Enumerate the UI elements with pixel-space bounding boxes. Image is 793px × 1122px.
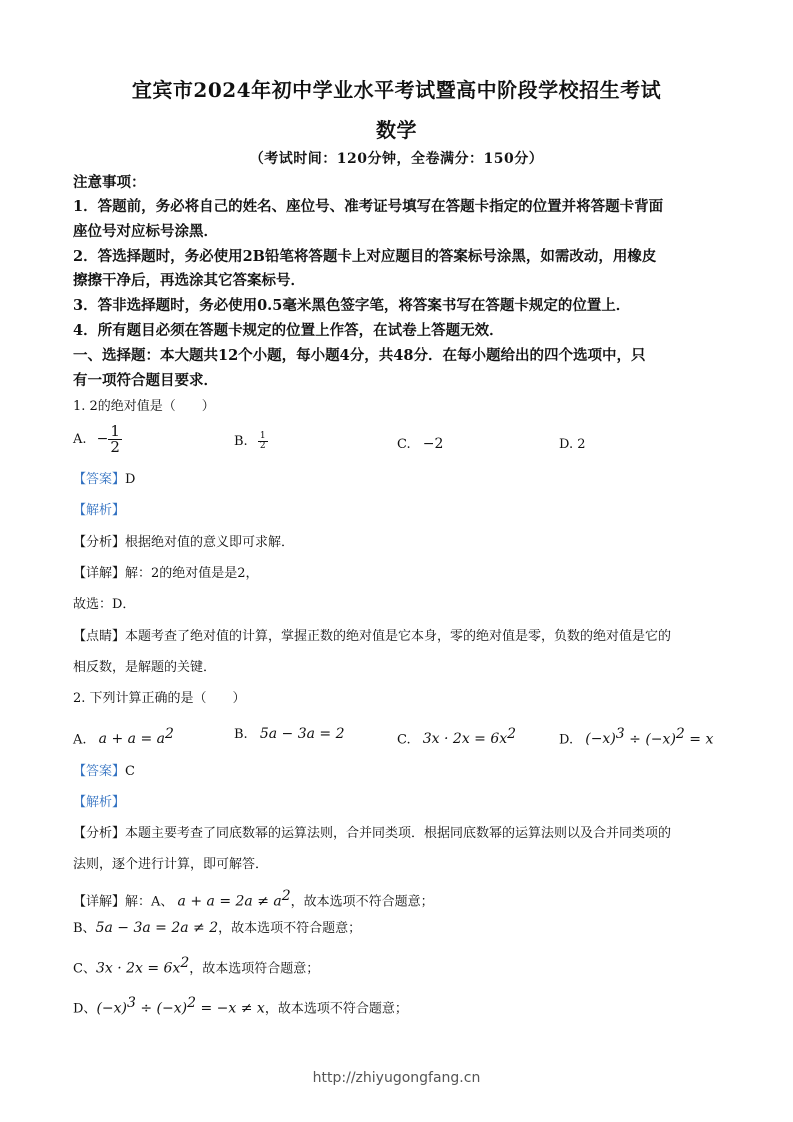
q2-option-b-expr: 5a − 3a = 2 <box>259 726 345 742</box>
q1-answer-value: D <box>125 472 136 487</box>
q2-option-d-exp3: 3 <box>615 726 625 742</box>
q1-stem: 1. 2的绝对值是（ ） <box>73 399 215 414</box>
q1-option-a <box>73 424 122 455</box>
notice-heading: 注意事项： <box>73 174 146 191</box>
q2-line-c-suffix: ，故本选项符合题意； <box>189 961 320 977</box>
q2-line-b-expr: 5a − 3a = 2a ≠ 2 <box>95 920 219 936</box>
notice-item-1b: 座位号对应标号涂黑． <box>73 223 218 240</box>
q2-line-a-exp: 2 <box>281 888 291 904</box>
q1-answer <box>73 470 723 490</box>
q1-option-a-label: A. <box>73 432 87 447</box>
q1-analysis-tag-text: 【解析】 <box>73 503 126 518</box>
q1-xiangjie-text: 解：2的绝对值是是2， <box>125 566 259 581</box>
q2-analysis-tag <box>73 793 723 813</box>
q2-answer <box>73 762 723 782</box>
q1-dianjing <box>73 627 723 647</box>
q1-option-a-den: 2 <box>110 438 120 456</box>
q1-analysis-tag <box>73 501 723 521</box>
q2-xiangjie-d <box>73 993 723 1019</box>
q1-option-c-label: C. <box>397 437 411 452</box>
q2-option-a-exp: 2 <box>164 726 174 742</box>
q2-line-b-prefix: B、 <box>73 921 96 936</box>
exam-info: （考试时间：120分钟，全卷满分：150分） <box>249 151 544 167</box>
q2-line-d-expr-1: (−x) <box>96 1000 127 1017</box>
q1-choose: 故选：D． <box>73 597 136 612</box>
q2-option-d-expr-1: (−x) <box>585 731 616 748</box>
q2-option-c-expr: 3x · 2x = 6x <box>422 731 508 748</box>
q1-xiangjie <box>73 564 723 584</box>
q1-option-d: D. 2 <box>559 437 586 452</box>
q2-option-c-exp: 2 <box>507 726 517 742</box>
exam-title: 宜宾市2024年初中学业水平考试暨高中阶段学校招生考试 <box>131 78 662 102</box>
q2-option-a-expr: a + a = a <box>98 731 165 748</box>
q2-fenxi-b: 法则，逐个进行计算，即可解答． <box>73 857 269 872</box>
q2-line-d-suffix: ，故本选项不符合题意； <box>264 1001 408 1017</box>
q2-option-d-expr-3: = x <box>684 731 714 748</box>
section-heading-a: 一、选择题：本大题共12个小题，每小题4分，共48分．在每小题给出的四个选项中，只 <box>73 347 646 364</box>
section-heading-b: 有一项符合题目要求． <box>73 372 218 389</box>
q2-analysis-tag-text: 【解析】 <box>73 795 126 810</box>
q2-option-d-exp2: 2 <box>675 726 685 742</box>
q2-line-d-exp3: 3 <box>127 995 136 1011</box>
q2-line-d-prefix: D、 <box>73 1001 97 1017</box>
notice-item-4: 4．所有题目必须在答题卡规定的位置上作答，在试卷上答题无效． <box>73 322 504 339</box>
q1-option-b-label: B. <box>234 434 248 449</box>
q2-answer-value: C <box>125 764 135 779</box>
q1-option-a-sign: − <box>96 431 109 447</box>
q2-xiangjie-tag: 【详解】 <box>73 894 126 910</box>
q1-option-c-value: −2 <box>422 436 444 452</box>
q1-option-b-den: 2 <box>259 441 266 451</box>
q2-line-d-expr-3: = −x ≠ x <box>196 1000 265 1017</box>
q1-dianjing-b: 相反数，是解题的关键． <box>73 660 217 675</box>
q2-xiangjie-prefix: 解：A、 <box>125 894 174 910</box>
q2-option-a-label: A. <box>73 732 87 748</box>
q2-line-b-suffix: ，故本选项不符合题意； <box>218 921 362 936</box>
q1-fenxi-tag: 【分析】 <box>73 535 126 550</box>
q2-option-b-label: B. <box>234 727 248 742</box>
q2-option-c-label: C. <box>397 732 411 748</box>
q2-option-c <box>397 726 516 747</box>
exam-subject: 数学 <box>376 118 417 142</box>
q1-option-c <box>397 436 443 452</box>
q2-line-d-expr-2: ÷ (−x) <box>135 1000 188 1017</box>
q1-option-b <box>234 432 268 451</box>
q2-xiangjie-c <box>73 953 723 979</box>
q1-answer-tag: 【答案】 <box>73 472 126 487</box>
q2-option-d-label: D. <box>559 732 574 748</box>
q1-dianjing-tag: 【点睛】 <box>73 629 126 644</box>
q2-answer-tag: 【答案】 <box>73 764 126 779</box>
q1-fenxi <box>73 533 723 553</box>
q1-option-a-num: 1 <box>110 422 120 440</box>
q1-xiangjie-tag: 【详解】 <box>73 566 126 581</box>
q2-fenxi-tag: 【分析】 <box>73 826 126 841</box>
notice-item-2b: 擦擦干净后，再选涂其它答案标号． <box>73 272 305 289</box>
q2-line-a-expr: a + a = 2a ≠ a <box>177 893 282 910</box>
q1-option-b-fraction <box>258 432 268 451</box>
footer-url[interactable]: http://zhiyugongfang.cn <box>312 1070 481 1086</box>
q2-line-c-expr: 3x · 2x = 6x <box>95 960 181 977</box>
q2-option-a <box>73 726 174 747</box>
notice-item-2a: 2．答选择题时，务必使用2B铅笔将答题卡上对应题目的答案标号涂黑，如需改动，用橡皮 <box>73 248 657 265</box>
q2-option-b <box>234 726 345 742</box>
notice-item-3: 3．答非选择题时，务必使用0.5毫米黑色签字笔，将答案书写在答题卡规定的位置上． <box>73 297 631 314</box>
q1-dianjing-text-a: 本题考查了绝对值的计算，掌握正数的绝对值是它本身，零的绝对值是零，负数的绝对值是它的 <box>125 629 672 644</box>
q2-option-d-expr-2: ÷ (−x) <box>624 731 676 748</box>
q2-stem: 2. 下列计算正确的是（ ） <box>73 691 246 706</box>
q2-xiangjie-b <box>73 918 723 939</box>
q2-xiangjie-a <box>73 886 723 912</box>
q1-option-a-fraction <box>108 424 122 455</box>
q2-line-d-exp2: 2 <box>187 995 197 1011</box>
q1-fenxi-text: 根据绝对值的意义即可求解． <box>125 535 295 550</box>
q2-fenxi <box>73 824 723 844</box>
q2-line-c-prefix: C、 <box>73 961 96 977</box>
q2-fenxi-text-a: 本题主要考查了同底数幂的运算法则，合并同类项．根据同底数幂的运算法则以及合并同类项的 <box>125 826 672 841</box>
q1-option-b-num: 1 <box>259 431 266 441</box>
notice-item-1a: 1．答题前，务必将自己的姓名、座位号、准考证号填写在答题卡指定的位置并将答题卡背面 <box>73 198 664 215</box>
q2-line-c-exp: 2 <box>180 955 190 971</box>
q2-option-d <box>559 726 713 747</box>
q2-line-a-suffix: ，故本选项不符合题意； <box>290 894 434 910</box>
